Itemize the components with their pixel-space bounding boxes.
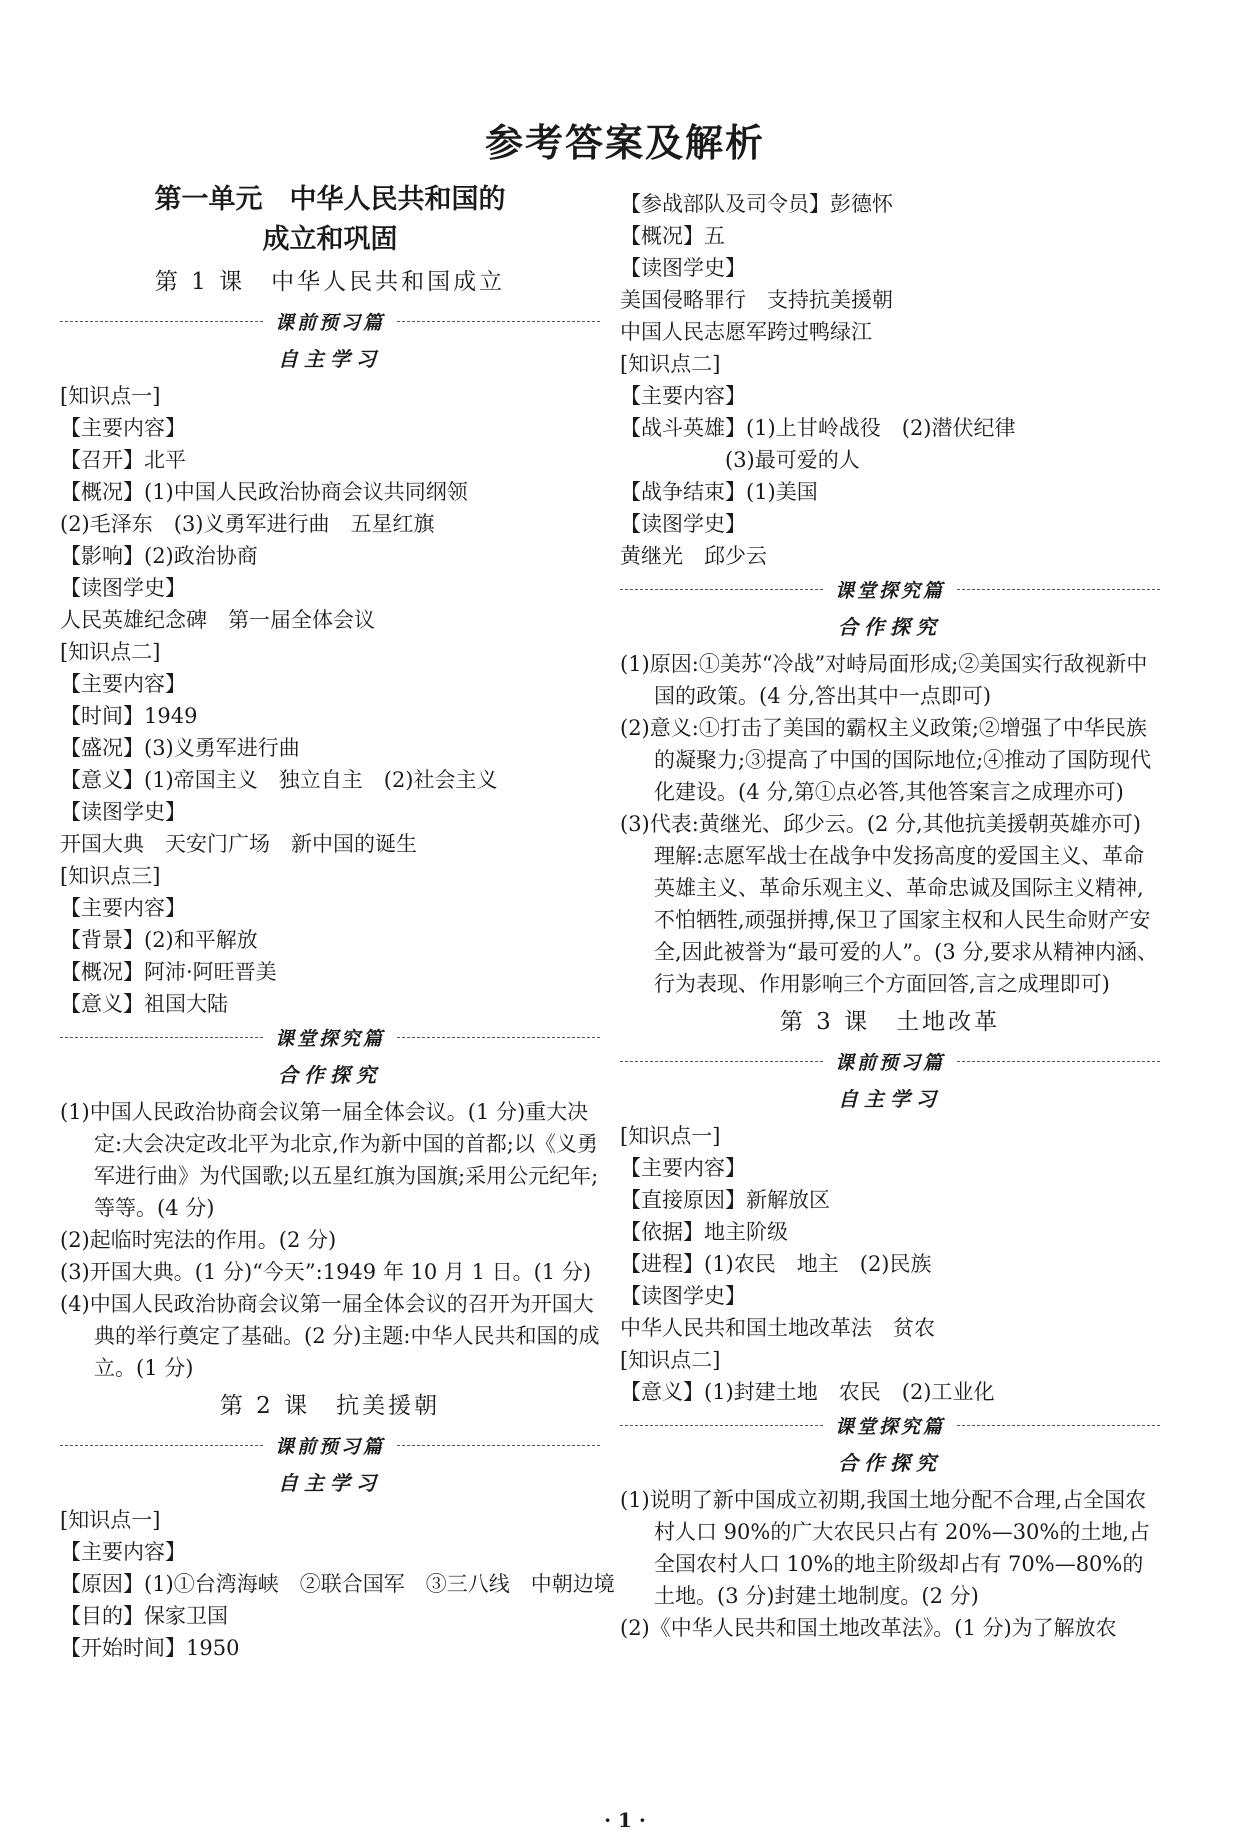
section-label: 课堂探究篇 — [275, 1027, 386, 1050]
answer-line: 【读图学史】 — [620, 256, 746, 280]
answer-line: 【读图学史】 — [60, 576, 186, 600]
section-label: 课前预习篇 — [275, 1435, 386, 1458]
lesson-2-answers — [60, 1504, 615, 1664]
answer-line: 开国大典 天安门广场 新中国的诞生 — [60, 832, 417, 856]
coop-answer: (3)代表:黄继光、邱少云。(2 分,其他抗美援朝英雄亦可)理解:志愿军战士在战争中发扬高度的爱国主义、革命英雄主义、革命乐观主义、革命忠诚及国际主义精神,不怕牺牲,顽强拼搏,保卫了国家主权和人民生命财产安全,因此被誉为“最可爱的人”。(3 分,要求从精神内涵、行为表现、作用影响三个方面回答,言之成理即可) — [620, 812, 1159, 996]
answer-line: 【概况】阿沛·阿旺晋美 — [60, 960, 277, 984]
left-column — [60, 180, 615, 1664]
answer-line: 【主要内容】 — [60, 672, 186, 696]
answer-line: 美国侵略罪行 支持抗美援朝 — [620, 288, 893, 312]
lesson-3-title: 第 3 课 土地改革 — [779, 1009, 1001, 1035]
answer-line: 【原因】(1)①台湾海峡 ②联合国军 ③三八线 中朝边境 — [60, 1572, 615, 1596]
answer-line: [知识点二] — [60, 640, 161, 664]
section-label: 课堂探究篇 — [835, 579, 946, 602]
answer-line: (3)最可爱的人 — [620, 448, 860, 472]
answer-line: 【读图学史】 — [620, 512, 746, 536]
answer-line: 【战斗英雄】(1)上甘岭战役 (2)潜伏纪律 — [620, 416, 1016, 440]
answer-line: 【主要内容】 — [60, 896, 186, 920]
lesson-3-coop-answers — [620, 1484, 1160, 1644]
section-label: 课堂探究篇 — [835, 1415, 946, 1438]
answer-line: 【直接原因】新解放区 — [620, 1188, 830, 1212]
lesson-3-answers — [620, 1120, 1160, 1408]
coop-answer: (4)中国人民政治协商会议第一届全体会议的召开为开国大典的举行奠定了基础。(2 分)主题:中华人民共和国的成立。(1 分) — [60, 1292, 600, 1380]
coop-answer: (2)意义:①打击了美国的霸权主义政策;②增强了中华民族的凝聚力;③提高了中国的国际地位;④推动了国防现代化建设。(4 分,第①点必答,其他答案言之成理亦可) — [620, 716, 1152, 804]
answer-line: 中国人民志愿军跨过鸭绿江 — [620, 320, 872, 344]
answer-line: 【盛况】(3)义勇军进行曲 — [60, 736, 300, 760]
answer-line: 【时间】1949 — [60, 704, 198, 728]
coop-answer: (2)起临时宪法的作用。(2 分) — [60, 1228, 337, 1252]
section-divider — [620, 572, 1160, 606]
answer-line: 黄继光 邱少云 — [620, 544, 767, 568]
unit-title-line2: 成立和巩固 — [262, 224, 398, 255]
answer-line: 【目的】保家卫国 — [60, 1604, 228, 1628]
page-title: 参考答案及解析 — [484, 121, 765, 165]
answer-line: 【意义】(1)封建土地 农民 (2)工业化 — [620, 1380, 995, 1404]
answer-line: 【主要内容】 — [60, 1540, 186, 1564]
coop-answer: (2)《中华人民共和国土地改革法》。(1 分)为了解放农 — [620, 1616, 1117, 1640]
sub-heading: 自主学习 — [278, 1471, 382, 1495]
section-divider — [620, 1408, 1160, 1442]
answer-line: 【召开】北平 — [60, 448, 186, 472]
section-label: 课前预习篇 — [275, 311, 386, 334]
lesson-1-coop-answers — [60, 1096, 600, 1384]
coop-answer: (1)说明了新中国成立初期,我国土地分配不合理,占全国农村人口 90%的广大农民只占有 20%—30%的土地,占全国农村人口 10%的地主阶级却占有 70%—80%的土地。(3 分)封建土地制度。(2 分) — [620, 1488, 1151, 1608]
unit-title: 第一单元 中华人民共和国的 — [154, 184, 506, 215]
answer-line: 中华人民共和国土地改革法 贫农 — [620, 1316, 935, 1340]
answer-line: 【概况】(1)中国人民政治协商会议共同纲领 — [60, 480, 468, 504]
section-divider — [60, 1428, 600, 1462]
answer-line: [知识点一] — [60, 1508, 161, 1532]
answer-line: 【读图学史】 — [60, 800, 186, 824]
section-divider — [60, 1020, 600, 1054]
coop-answer: (1)原因:①美苏“冷战”对峙局面形成;②美国实行敌视新中国的政策。(4 分,答出其中一点即可) — [620, 652, 1148, 708]
lesson-1-answers — [60, 380, 600, 1020]
sub-heading: 合作探究 — [838, 615, 942, 639]
answer-line: 【概况】五 — [620, 224, 725, 248]
lesson-2-title: 第 2 课 抗美援朝 — [219, 1393, 441, 1419]
answer-line: [知识点二] — [620, 1348, 721, 1372]
section-label: 课前预习篇 — [835, 1051, 946, 1074]
sub-heading: 自主学习 — [838, 1087, 942, 1111]
answer-line: [知识点二] — [620, 352, 721, 376]
answer-line: [知识点三] — [60, 864, 161, 888]
coop-answer: (1)中国人民政治协商会议第一届全体会议。(1 分)重大决定:大会决定改北平为北京,作为新中国的首都;以《义勇军进行曲》为代国歌;以五星红旗为国旗;采用公元纪年;等等。(4 分) — [60, 1100, 599, 1220]
answer-line: 【背景】(2)和平解放 — [60, 928, 258, 952]
lesson-2-answers-cont — [620, 188, 1160, 572]
answer-line: 【战争结束】(1)美国 — [620, 480, 818, 504]
answer-line: 【依据】地主阶级 — [620, 1220, 788, 1244]
answer-line: 【主要内容】 — [620, 384, 746, 408]
answer-line: 【主要内容】 — [620, 1156, 746, 1180]
section-divider — [620, 1044, 1160, 1078]
lesson-2-coop-answers — [620, 648, 1160, 1000]
answer-line: 【意义】(1)帝国主义 独立自主 (2)社会主义 — [60, 768, 498, 792]
answer-line: 【意义】祖国大陆 — [60, 992, 228, 1016]
answer-line: (2)毛泽东 (3)义勇军进行曲 五星红旗 — [60, 512, 435, 536]
sub-heading: 合作探究 — [838, 1451, 942, 1475]
answer-line: 【影响】(2)政治协商 — [60, 544, 258, 568]
lesson-1-title: 第 1 课 中华人民共和国成立 — [154, 269, 506, 295]
page-number: · 1 · — [604, 1808, 646, 1832]
sub-heading: 自主学习 — [278, 347, 382, 371]
answer-line: 【参战部队及司令员】彭德怀 — [620, 192, 893, 216]
answer-line: 人民英雄纪念碑 第一届全体会议 — [60, 608, 375, 632]
answer-line: 【开始时间】1950 — [60, 1636, 240, 1660]
right-column — [620, 188, 1160, 1644]
answer-line: [知识点一] — [60, 384, 161, 408]
answer-line: 【主要内容】 — [60, 416, 186, 440]
sub-heading: 合作探究 — [278, 1063, 382, 1087]
answer-line: 【进程】(1)农民 地主 (2)民族 — [620, 1252, 932, 1276]
answer-line: [知识点一] — [620, 1124, 721, 1148]
coop-answer: (3)开国大典。(1 分)“今天”:1949 年 10 月 1 日。(1 分) — [60, 1260, 592, 1284]
answer-line: 【读图学史】 — [620, 1284, 746, 1308]
section-divider — [60, 304, 600, 338]
